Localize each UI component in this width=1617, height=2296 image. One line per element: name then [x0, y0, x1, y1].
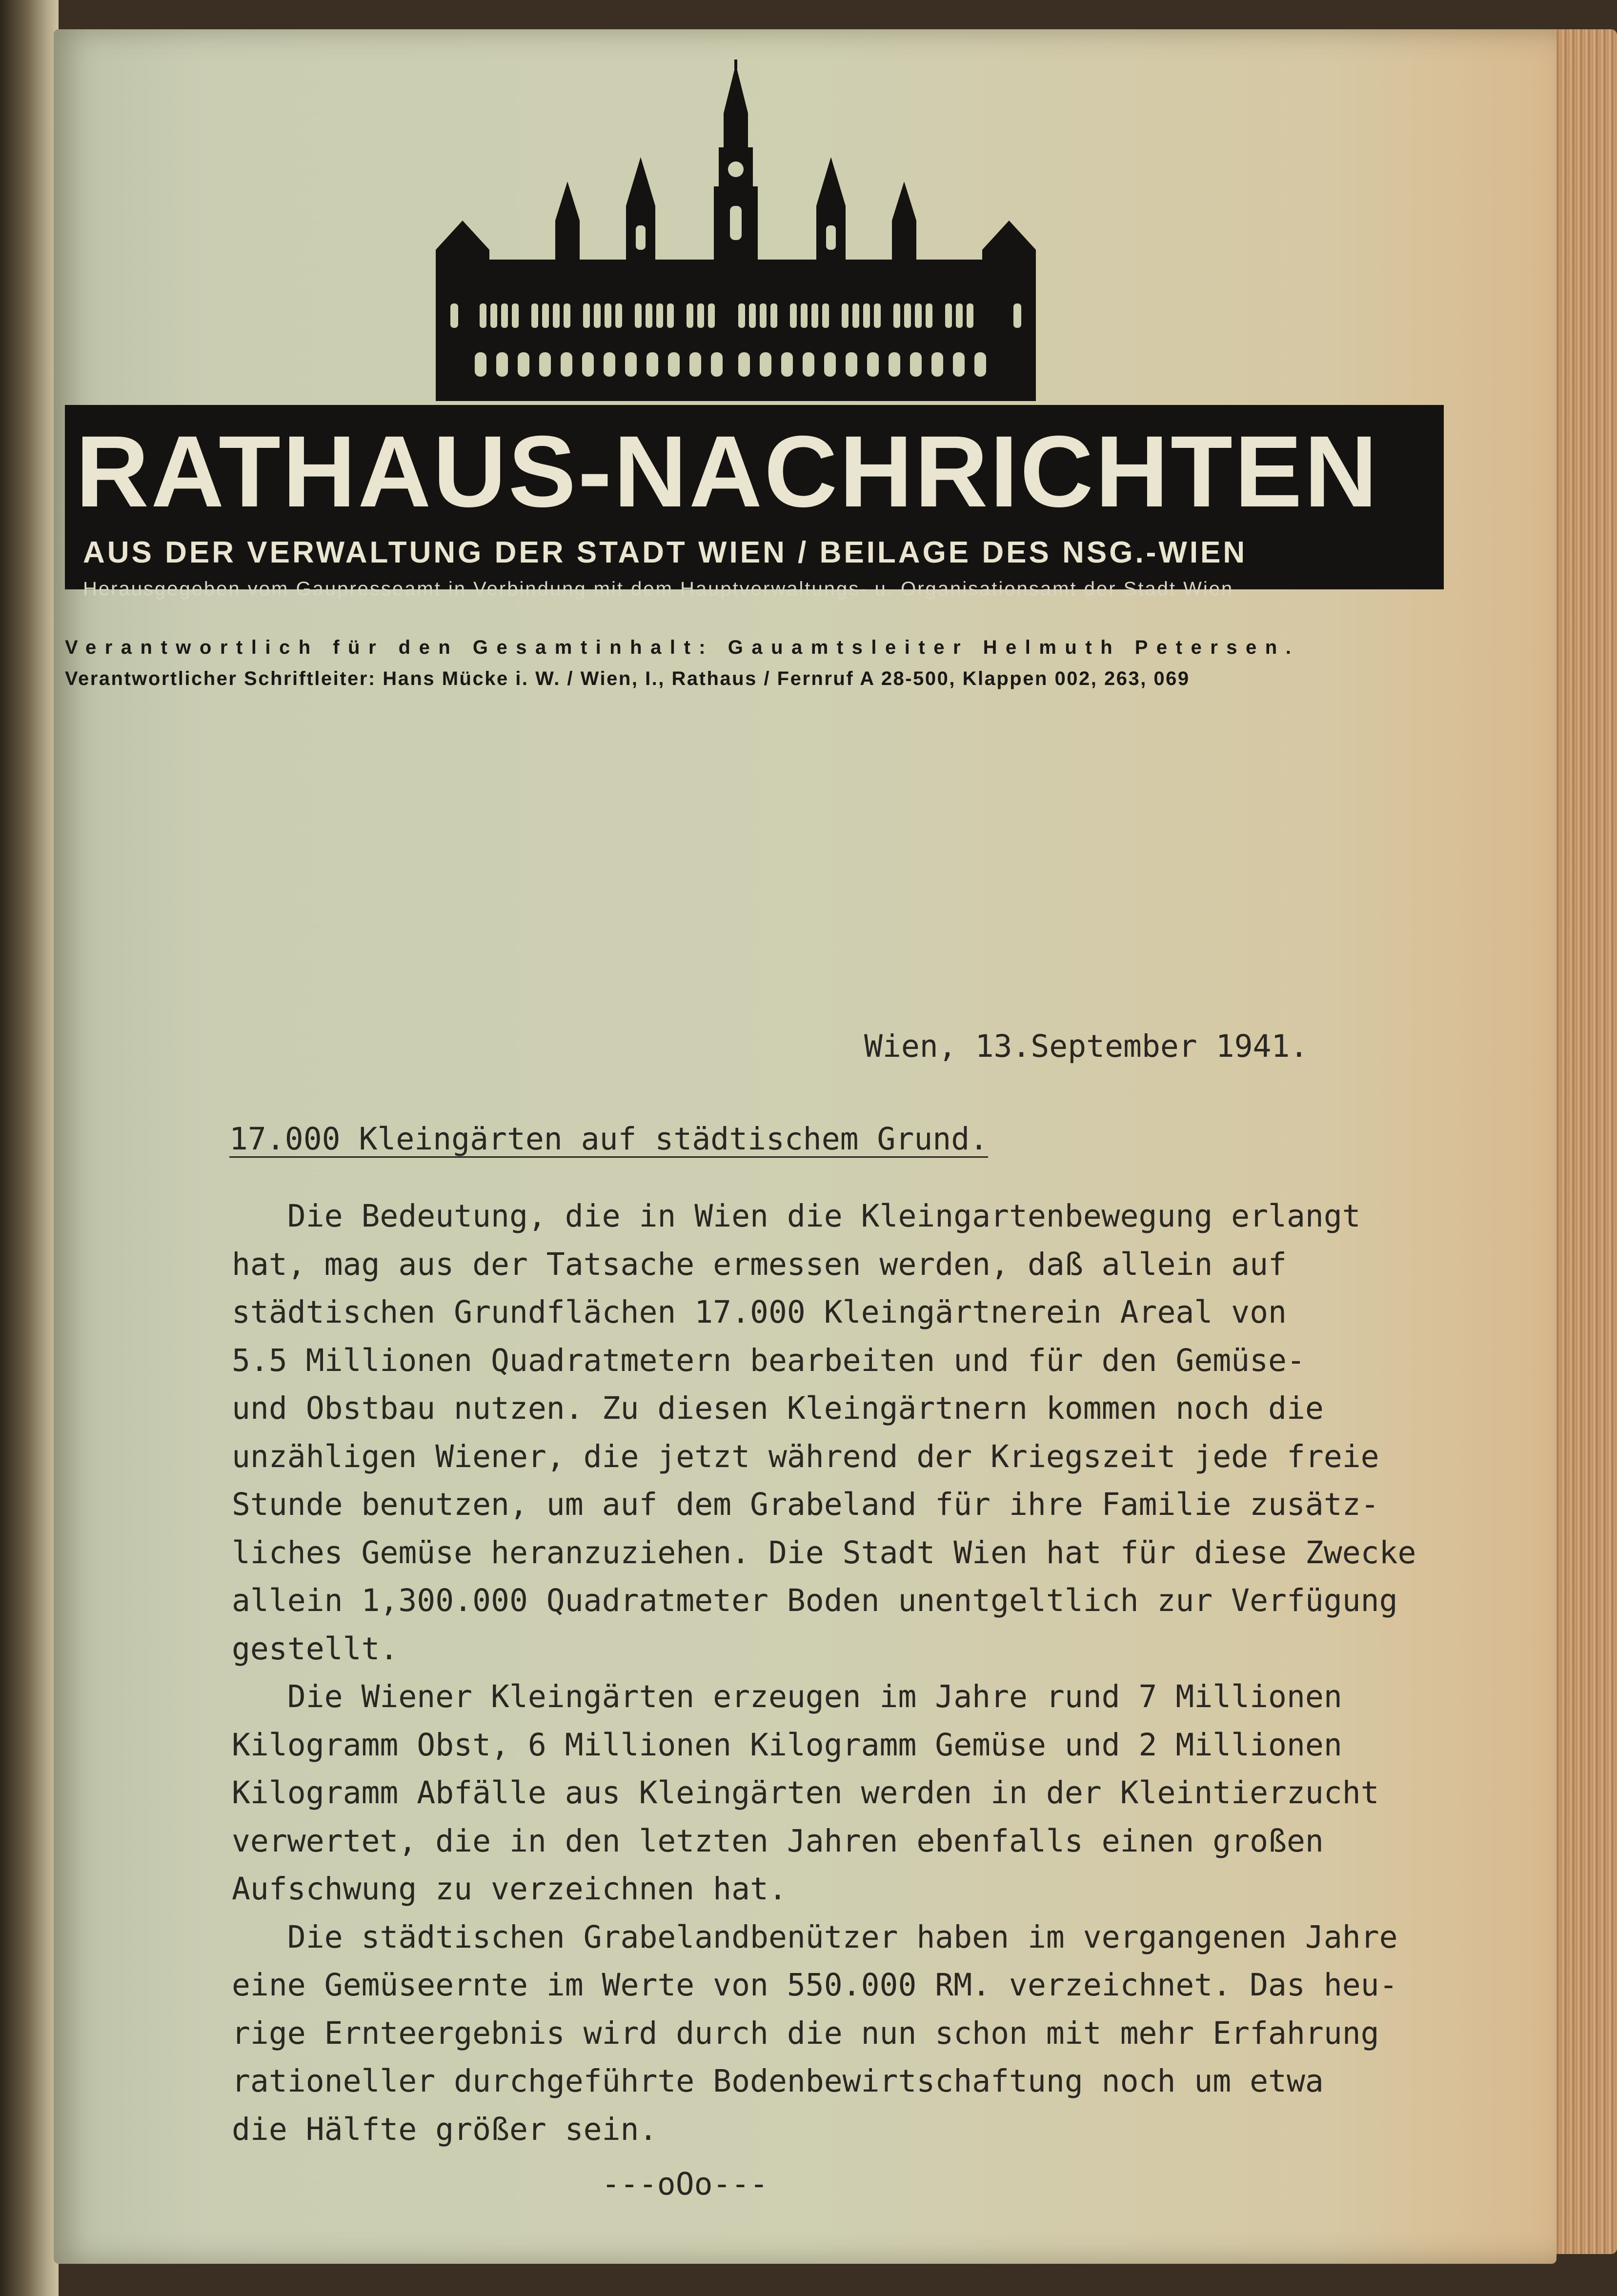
article-line: verwertet, die in den letzten Jahren ebenfalls einen großen	[232, 1823, 1324, 1859]
article-line: rige Ernteergebnis wird durch die nun schon mit mehr Erfahrung	[232, 2015, 1379, 2051]
article-line: Die Bedeutung, die in Wien die Kleingartenbewegung erlangt	[232, 1198, 1361, 1234]
article-headline: 17.000 Kleingärten auf städtischem Grund.	[229, 1121, 989, 1157]
masthead-responsible-line: Verantwortlich für den Gesamtinhalt: Gauamtsleiter Helmuth Petersen.	[65, 637, 1300, 658]
article-line: 5.5 Millionen Quadratmetern bearbeiten und für den Gemüse-	[232, 1342, 1305, 1378]
article-line: die Hälfte größer sein.	[232, 2111, 658, 2147]
article-line: Die Wiener Kleingärten erzeugen im Jahre rund 7 Millionen	[232, 1679, 1342, 1714]
article-line: eine Gemüseernte im Werte von 550.000 RM. verzeichnet. Das heu-	[232, 1967, 1398, 2003]
article-line: hat, mag aus der Tatsache ermessen werden, daß allein auf	[232, 1246, 1287, 1282]
masthead-editor-line: Verantwortlicher Schriftleiter: Hans Mücke i. W. / Wien, I., Rathaus / Fernruf A 28-500, Klappen 002, 263, 069	[65, 668, 1190, 689]
article-line: städtischen Grundflächen 17.000 Kleingärtnerein Areal von	[232, 1294, 1287, 1330]
rathaus-building-logo	[436, 60, 1036, 401]
article-line: Aufschwung zu verzeichnen hat.	[232, 1871, 787, 1907]
article-line: Kilogramm Abfälle aus Kleingärten werden in der Kleintierzucht	[232, 1775, 1379, 1811]
article-line: Kilogramm Obst, 6 Millionen Kilogramm Gemüse und 2 Millionen	[232, 1727, 1342, 1763]
article-line: rationeller durchgeführte Bodenbewirtschaftung noch um etwa	[232, 2063, 1324, 2099]
article-end-mark: ---oOo---	[602, 2166, 768, 2202]
article-line: liches Gemüse heranzuziehen. Die Stadt Wien hat für diese Zwecke	[232, 1534, 1416, 1571]
article-line: Stunde benutzen, um auf dem Grabeland für ihre Familie zusätz-	[232, 1487, 1379, 1522]
article-dateline: Wien, 13.September 1941.	[864, 1028, 1309, 1064]
article-line: und Obstbau nutzen. Zu diesen Kleingärtnern kommen noch die	[232, 1390, 1324, 1426]
article-line: gestellt.	[232, 1631, 399, 1667]
masthead-publisher-line: Herausgegeben vom Gaupresseamt in Verbindung mit dem Hauptverwaltungs- u. Organisationsamt der Stadt Wien	[83, 578, 1234, 600]
article-line: Die städtischen Grabelandbenützer haben im vergangenen Jahre	[232, 1919, 1398, 1955]
masthead-title: RATHAUS-NACHRICHTEN	[76, 415, 1379, 528]
article-line: allein 1,300.000 Quadratmeter Boden unentgeltlich zur Verfügung	[232, 1583, 1398, 1618]
book-binding-edge	[0, 0, 59, 2296]
article-body	[232, 1192, 1481, 2154]
article-line: unzähligen Wiener, die jetzt während der Kriegszeit jede freie	[232, 1438, 1379, 1474]
masthead-subtitle: AUS DER VERWALTUNG DER STADT WIEN / BEILAGE DES NSG.-WIEN	[83, 536, 1248, 569]
